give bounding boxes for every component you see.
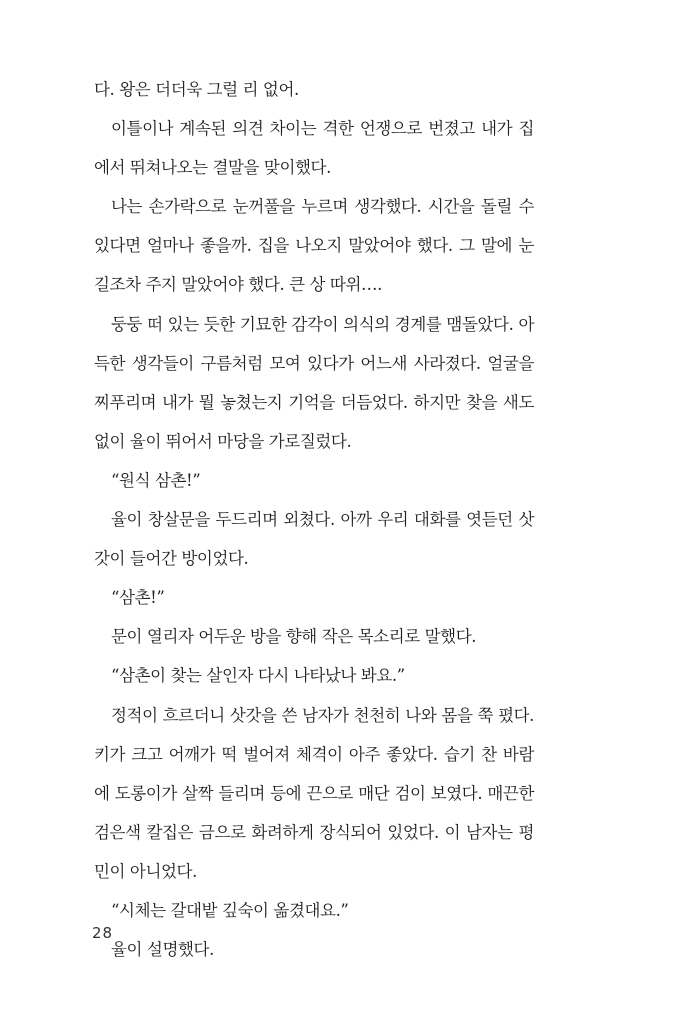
text-line: 키가 크고 어깨가 떡 벌어져 체격이 아주 좋았다. 습기 찬 바람 [94, 744, 534, 764]
text-line: 나는 손가락으로 눈꺼풀을 누르며 생각했다. 시간을 돌릴 수 [111, 197, 534, 217]
dialogue-line: “삼촌이 찾는 살인자 다시 나타났나 봐요.” [111, 666, 405, 686]
text-line: 있다면 얼마나 좋을까. 집을 나오지 말았어야 했다. 그 말에 눈 [94, 236, 534, 256]
text-line: 정적이 흐르더니 삿갓을 쓴 남자가 천천히 나와 몸을 쭉 폈다. [111, 705, 534, 725]
dialogue-line: “시체는 갈대밭 깊숙이 옮겼대요.” [111, 900, 349, 920]
dialogue-line: “원식 삼촌!” [111, 470, 201, 490]
text-line: 문이 열리자 어두운 방을 향해 작은 목소리로 말했다. [111, 627, 477, 647]
text-line: 길조차 주지 말았어야 했다. 큰 상 따위…. [94, 275, 382, 295]
text-line: 율이 설명했다. [111, 940, 214, 960]
text-line: 둥둥 떠 있는 듯한 기묘한 감각이 의식의 경계를 맴돌았다. 아 [111, 314, 534, 334]
body-text [94, 70, 534, 969]
text-line: 갓이 들어간 방이었다. [94, 549, 249, 569]
text-line: 이틀이나 계속된 의견 차이는 격한 언쟁으로 번졌고 내가 집 [111, 119, 534, 139]
page-number: 28 [92, 924, 114, 942]
text-line: 에 도롱이가 살짝 들리며 등에 끈으로 매단 검이 보였다. 매끈한 [94, 783, 534, 803]
text-line: 에서 뛰쳐나오는 결말을 맞이했다. [94, 158, 331, 178]
text-line: 찌푸리며 내가 뭘 놓쳤는지 기억을 더듬었다. 하지만 찾을 새도 [94, 392, 534, 412]
text-line: 민이 아니었다. [94, 861, 197, 881]
text-line: 검은색 칼집은 금으로 화려하게 장식되어 있었다. 이 남자는 평 [94, 822, 534, 842]
text-line: 득한 생각들이 구름처럼 모여 있다가 어느새 사라졌다. 얼굴을 [94, 353, 534, 373]
text-line: 없이 율이 뛰어서 마당을 가로질렀다. [94, 431, 352, 451]
text-line: 율이 창살문을 두드리며 외쳤다. 아까 우리 대화를 엿듣던 삿 [111, 510, 534, 530]
dialogue-line: “삼촌!” [111, 588, 165, 608]
text-line: 다. 왕은 더더욱 그럴 리 없어. [94, 80, 299, 99]
